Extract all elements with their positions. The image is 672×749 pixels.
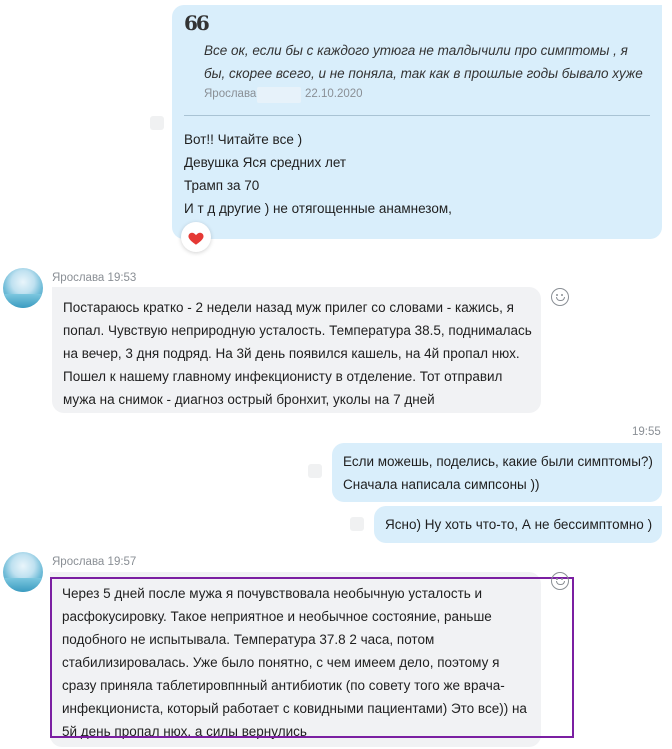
add-reaction-icon[interactable] [551, 288, 569, 306]
reply-line: Девушка Яся средних лет [184, 155, 347, 170]
quote-date: 22.10.2020 [305, 88, 363, 100]
heart-reaction[interactable] [181, 222, 211, 252]
outgoing-message-quote[interactable] [172, 5, 662, 239]
message-time: 19:55 [632, 426, 661, 438]
outgoing-message[interactable] [332, 443, 662, 502]
message-options-icon[interactable] [150, 116, 164, 130]
highlight-frame [50, 577, 574, 738]
reply-line: Трамп за 70 [184, 178, 260, 193]
message-text: Если можешь, поделись, какие были симптомы?) Сначала написала симпсоны )) [343, 454, 653, 492]
quote-author-redaction [257, 87, 301, 103]
sender-name: Ярослава [52, 556, 105, 568]
quote-divider [184, 115, 650, 116]
message-text: Ясно) Ну хоть что-то, А не бессимптомно ) [385, 517, 653, 532]
avatar[interactable] [3, 268, 43, 308]
quote-author: Ярослава [204, 88, 257, 100]
quote-icon: 66 [184, 11, 208, 35]
message-text: Через 5 дней после мужа я почувствовала необычную усталость и расфокусировку. Такое неприятное и необычное состояние, раньше подобного не испытывала. Температура 37.8 2 часа, потом стабилизировалась. Уже было понятно, с чем имеем дело, поэтому я сразу приняла таблетировпнный антибиотик (по совету того же врача-инфекциониста, который работает с ковидными пациентами) Это все)) на 5й день пропал нюх, а силы вернулись [62, 586, 527, 739]
add-reaction-icon[interactable] [551, 572, 569, 590]
quote-text: Все ок, если бы с каждого утюга не талдычили про симптомы , я бы, скорее всего, и не поняла, так как в прошлые годы бывало хуже [204, 43, 643, 81]
heart-icon [187, 229, 205, 247]
avatar[interactable] [3, 552, 43, 592]
sender-name: Ярослава [52, 272, 105, 284]
outgoing-message[interactable] [374, 506, 662, 543]
reply-line: Вот!! Читайте все ) [184, 132, 303, 147]
reply-line: И т д другие ) не отягощенные анамнезом, [184, 201, 452, 216]
message-text: Постараюсь кратко - 2 недели назад муж прилег со словами - кажись, я попал. Чувствую неприродную усталость. Температура 38.5, поднималась на вечер, 3 дня подряд. На 3й день появился кашель, на 4й пропал нюх. Пошел к нашему главному инфекционисту в отделение. Тот отправил мужа на снимок - диагноз острый бронхит, уколы на 7 дней [63, 300, 532, 407]
message-options-icon[interactable] [308, 464, 322, 478]
incoming-message[interactable] [52, 287, 541, 413]
message-time: 19:53 [107, 272, 137, 284]
message-time: 19:57 [107, 556, 137, 568]
message-options-icon[interactable] [350, 517, 364, 531]
